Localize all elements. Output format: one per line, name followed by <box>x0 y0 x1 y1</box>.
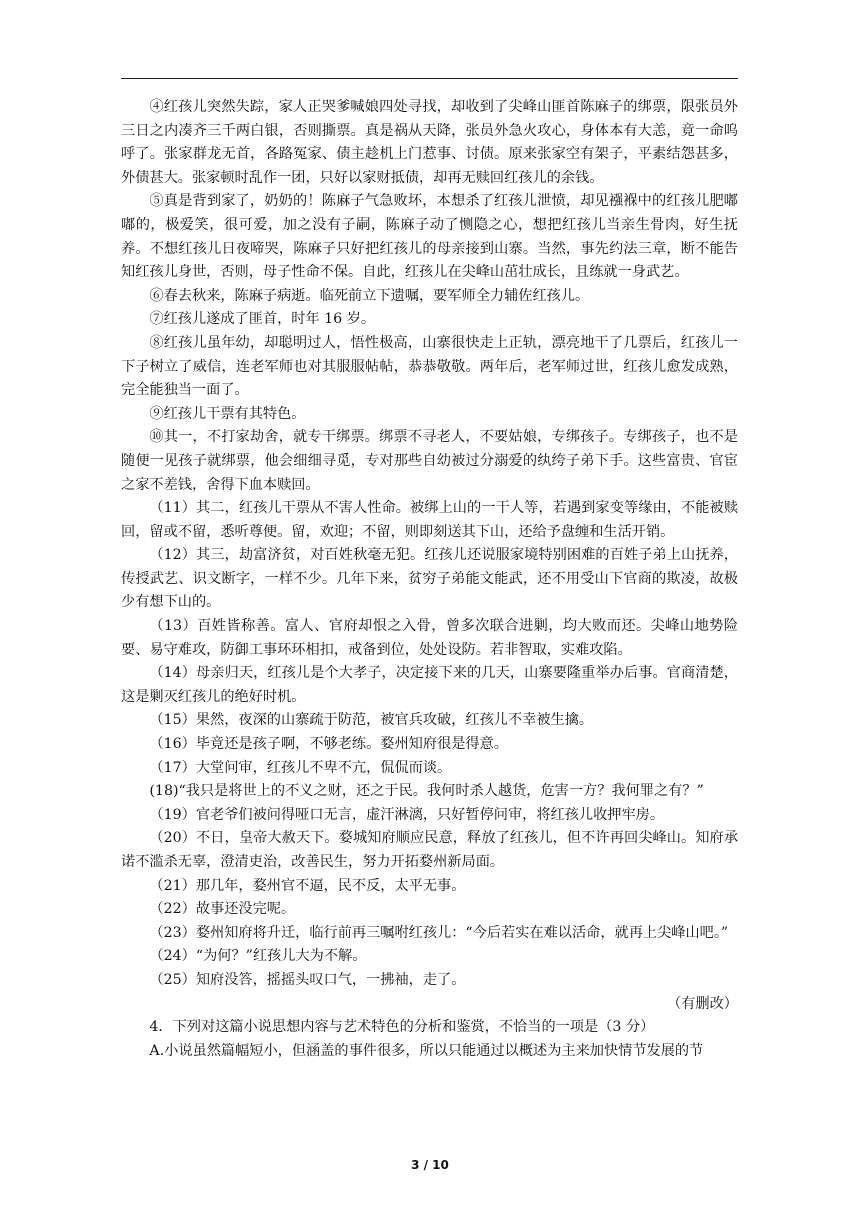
paragraph-20: （20）不日，皇帝大赦天下。婺城知府顺应民意，释放了红孩儿，但不许再回尖峰山。知府承诺不滥杀无辜，澄清吏治，改善民生，努力开拓婺州新局面。 <box>121 830 738 870</box>
page-number: 3 / 10 <box>411 1158 449 1172</box>
question-4: 4．下列对这篇小说思想内容与艺术特色的分析和鉴赏，不恰当的一项是（3 分） <box>149 1019 655 1036</box>
paragraph-21: （21）那几年，婺州官不逼，民不反，太平无事。 <box>149 877 466 894</box>
paragraph-6: ⑥春去秋来，陈麻子病逝。临死前立下遗嘱，要军师全力辅佐红孩儿。 <box>149 287 590 304</box>
edit-note: （有删改） <box>667 995 738 1012</box>
document-body <box>121 96 738 1063</box>
paragraph-19: （19）官老爷们被问得哑口无言，虚汗淋漓，只好暂停问审，将红孩儿收押牢房。 <box>149 806 665 823</box>
paragraph-24: （24）“为何？”红孩儿大为不解。 <box>149 948 367 965</box>
paragraph-9: ⑨红孩儿干票有其特色。 <box>149 405 306 422</box>
paragraph-14: （14）母亲归天，红孩儿是个大孝子，决定接下来的几天，山寨要隆重举办后事。官商清楚，这是剿灭红孩儿的绝好时机。 <box>121 665 738 705</box>
paragraph-25: （25）知府没答，摇摇头叹口气，一拂袖，走了。 <box>149 971 466 988</box>
paragraph-15: （15）果然，夜深的山寨疏于防范，被官兵攻破，红孩儿不幸被生擒。 <box>149 712 594 729</box>
paragraph-5: ⑤真是背到家了，奶奶的！陈麻子气急败坏，本想杀了红孩儿泄愤，却见襁褓中的红孩儿肥嘟嘟的，极爱笑，很可爱，加之没有子嗣，陈麻子动了恻隐之心，想把红孩儿当亲生骨肉，好生抚养。不想红孩儿日夜啼哭，陈麻子只好把红孩儿的母亲接到山寨。当然，事先约法三章，断不能告知红孩儿身世，否则，母子性命不保。自此，红孩儿在尖峰山茁壮成长，且练就一身武艺。 <box>121 193 738 281</box>
paragraph-12: （12）其三，劫富济贫，对百姓秋毫无犯。红孩儿还说服家境特别困难的百姓子弟上山抚养，传授武艺、识文断字，一样不少。几年下来，贫穷子弟能文能武，还不用受山下官商的欺凌，故极少有想下山的。 <box>121 547 738 611</box>
paragraph-16: （16）毕竟还是孩子啊，不够老练。婺州知府很是得意。 <box>149 736 508 753</box>
paragraph-18: (18)“我只是将世上的不义之财，还之于民。我何时杀人越货，危害一方？我何罪之有？” <box>149 783 704 800</box>
paragraph-22: （22）故事还没完呢。 <box>149 901 296 918</box>
header-rule <box>121 78 738 79</box>
paragraph-10: ⑩其一，不打家劫舍，就专干绑票。绑票不寻老人，不要姑娘，专绑孩子。专绑孩子，也不是随便一见孩子就绑票，他会细细寻觅，专对那些自幼被过分溺爱的纨绔子弟下手。这些富贵、官宦之家不差钱，舍得下血本赎回。 <box>121 429 738 493</box>
paragraph-17: （17）大堂问审，红孩儿不卑不亢，侃侃而谈。 <box>149 759 452 776</box>
paragraph-23: （23）婺州知府将升迁，临行前再三嘱咐红孩儿：“今后若实在难以活命，就再上尖峰山吧。” <box>149 924 729 941</box>
paragraph-7: ⑦红孩儿遂成了匪首，时年 16 岁。 <box>149 311 376 328</box>
paragraph-8: ⑧红孩儿虽年幼，却聪明过人，悟性极高，山寨很快走上正轨，漂亮地干了几票后，红孩儿一下子树立了威信，连老军师也对其服服帖帖，恭恭敬敬。两年后，老军师过世，红孩儿愈发成熟，完全能独当一面了。 <box>121 334 738 399</box>
paragraph-11: （11）其二，红孩儿干票从不害人性命。被绑上山的一干人等，若遇到家变等缘由，不能被赎回，留或不留，悉听尊便。留，欢迎；不留，则即刻送其下山，还给予盘缠和生活开销。 <box>121 500 738 540</box>
paragraph-13: （13）百姓皆称善。富人、官府却恨之入骨，曾多次联合进剿，均大败而还。尖峰山地势险要、易守难攻，防御工事环环相扣，戒备到位，处处设防。若非智取，实难攻陷。 <box>121 618 738 658</box>
paragraph-4: ④红孩儿突然失踪，家人正哭爹喊娘四处寻找，却收到了尖峰山匪首陈麻子的绑票，限张员外三日之内凑齐三千两白银，否则撕票。真是祸从天降，张员外急火攻心，身体本有大恙，竟一命呜呼了。张家群龙无首，各路冤家、债主趁机上门惹事、讨债。原来张家空有架子，平素结怨甚多，外债甚大。张家顿时乱作一团，只好以家财抵债，却再无赎回红孩儿的余钱。 <box>121 99 738 186</box>
option-a: A.小说虽然篇幅短小，但涵盖的事件很多，所以只能通过以概述为主来加快情节发展的节 <box>149 1042 704 1059</box>
